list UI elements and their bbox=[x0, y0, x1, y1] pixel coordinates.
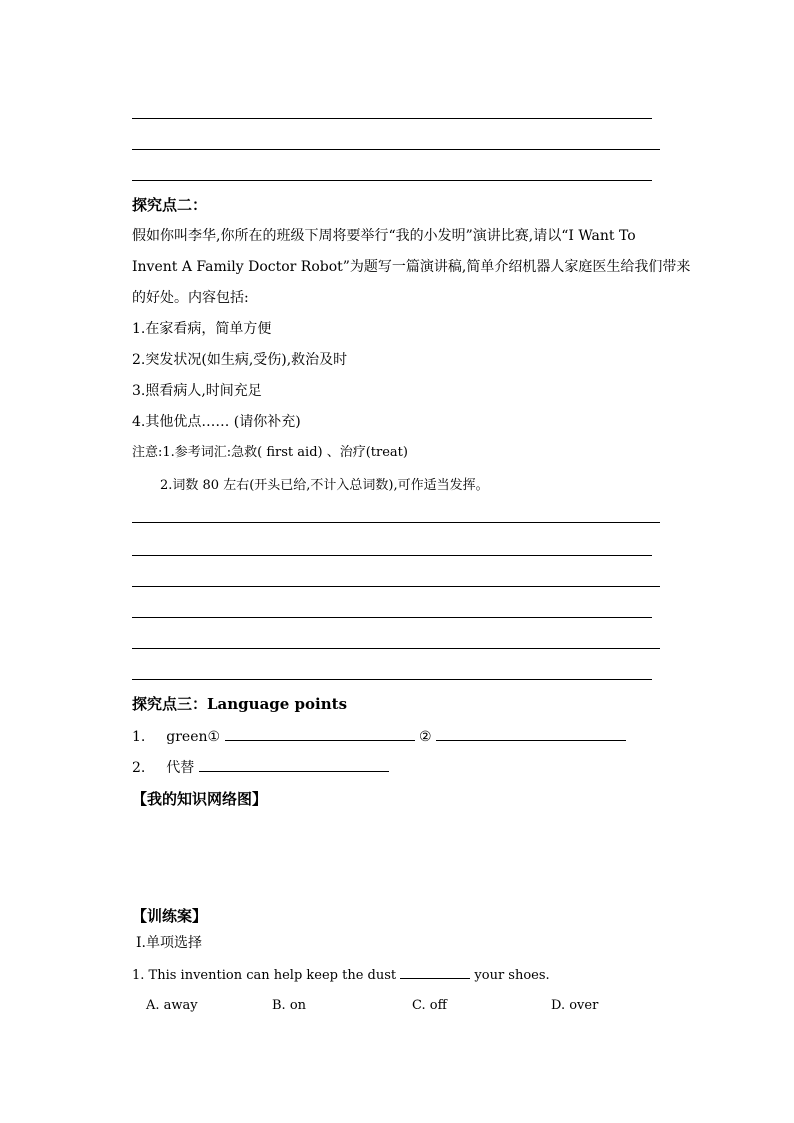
fill-blank[interactable] bbox=[225, 726, 415, 741]
writing-line[interactable] bbox=[132, 586, 660, 587]
fill-blank[interactable] bbox=[199, 757, 389, 772]
answer-line bbox=[132, 180, 652, 181]
writing-line[interactable] bbox=[132, 522, 660, 523]
fill-blank[interactable] bbox=[436, 726, 626, 741]
content-point: 3.照看病人,时间充足 bbox=[132, 383, 262, 399]
knowledge-map-heading: 【我的知识网络图】 bbox=[132, 790, 268, 808]
content-point: 4.其他优点…… (请你补充) bbox=[132, 414, 301, 430]
question-stem bbox=[132, 964, 550, 986]
language-point-item bbox=[132, 726, 626, 747]
item-number: 2. bbox=[132, 760, 146, 776]
item-mark: ② bbox=[418, 729, 432, 745]
note-word-count: 2.词数 80 左右(开头已给,不计入总词数),可作适当发挥。 bbox=[160, 478, 489, 493]
language-point-item bbox=[132, 757, 389, 778]
writing-line[interactable] bbox=[132, 617, 652, 618]
task-text-line: 假如你叫李华,你所在的班级下周将要举行“我的小发明”演讲比赛,请以“I Want To bbox=[132, 228, 636, 244]
writing-line[interactable] bbox=[132, 648, 660, 649]
training-subheading: Ⅰ.单项选择 bbox=[136, 935, 202, 951]
writing-line[interactable] bbox=[132, 555, 652, 556]
task-text-line: 的好处。内容包括: bbox=[132, 290, 249, 306]
section3-heading: 探究点三：Language points bbox=[132, 695, 348, 713]
stem-before: 1. This invention can help keep the dust bbox=[132, 968, 397, 983]
question-blank[interactable] bbox=[400, 964, 470, 979]
option-c[interactable]: C. off bbox=[412, 998, 447, 1013]
writing-line[interactable] bbox=[132, 679, 652, 680]
option-a[interactable]: A. away bbox=[146, 998, 198, 1013]
item-word: 代替 bbox=[166, 760, 195, 776]
note-vocabulary: 注意:1.参考词汇:急救( first aid) 、治疗(treat) bbox=[132, 445, 408, 460]
stem-after: your shoes. bbox=[474, 968, 550, 983]
option-d[interactable]: D. over bbox=[551, 998, 599, 1013]
content-point: 2.突发状况(如生病,受伤),救治及时 bbox=[132, 352, 348, 368]
task-text-line: Invent A Family Doctor Robot”为题写一篇演讲稿,简单介绍机器人家庭医生给我们带来 bbox=[132, 259, 691, 275]
content-point: 1.在家看病，简单方便 bbox=[132, 321, 272, 337]
answer-line bbox=[132, 118, 652, 119]
item-number: 1. bbox=[132, 729, 146, 745]
answer-line bbox=[132, 149, 660, 150]
item-word: green① bbox=[166, 729, 221, 745]
option-b[interactable]: B. on bbox=[272, 998, 307, 1013]
section2-heading: 探究点二： bbox=[132, 196, 208, 214]
training-heading: 【训练案】 bbox=[132, 907, 208, 925]
